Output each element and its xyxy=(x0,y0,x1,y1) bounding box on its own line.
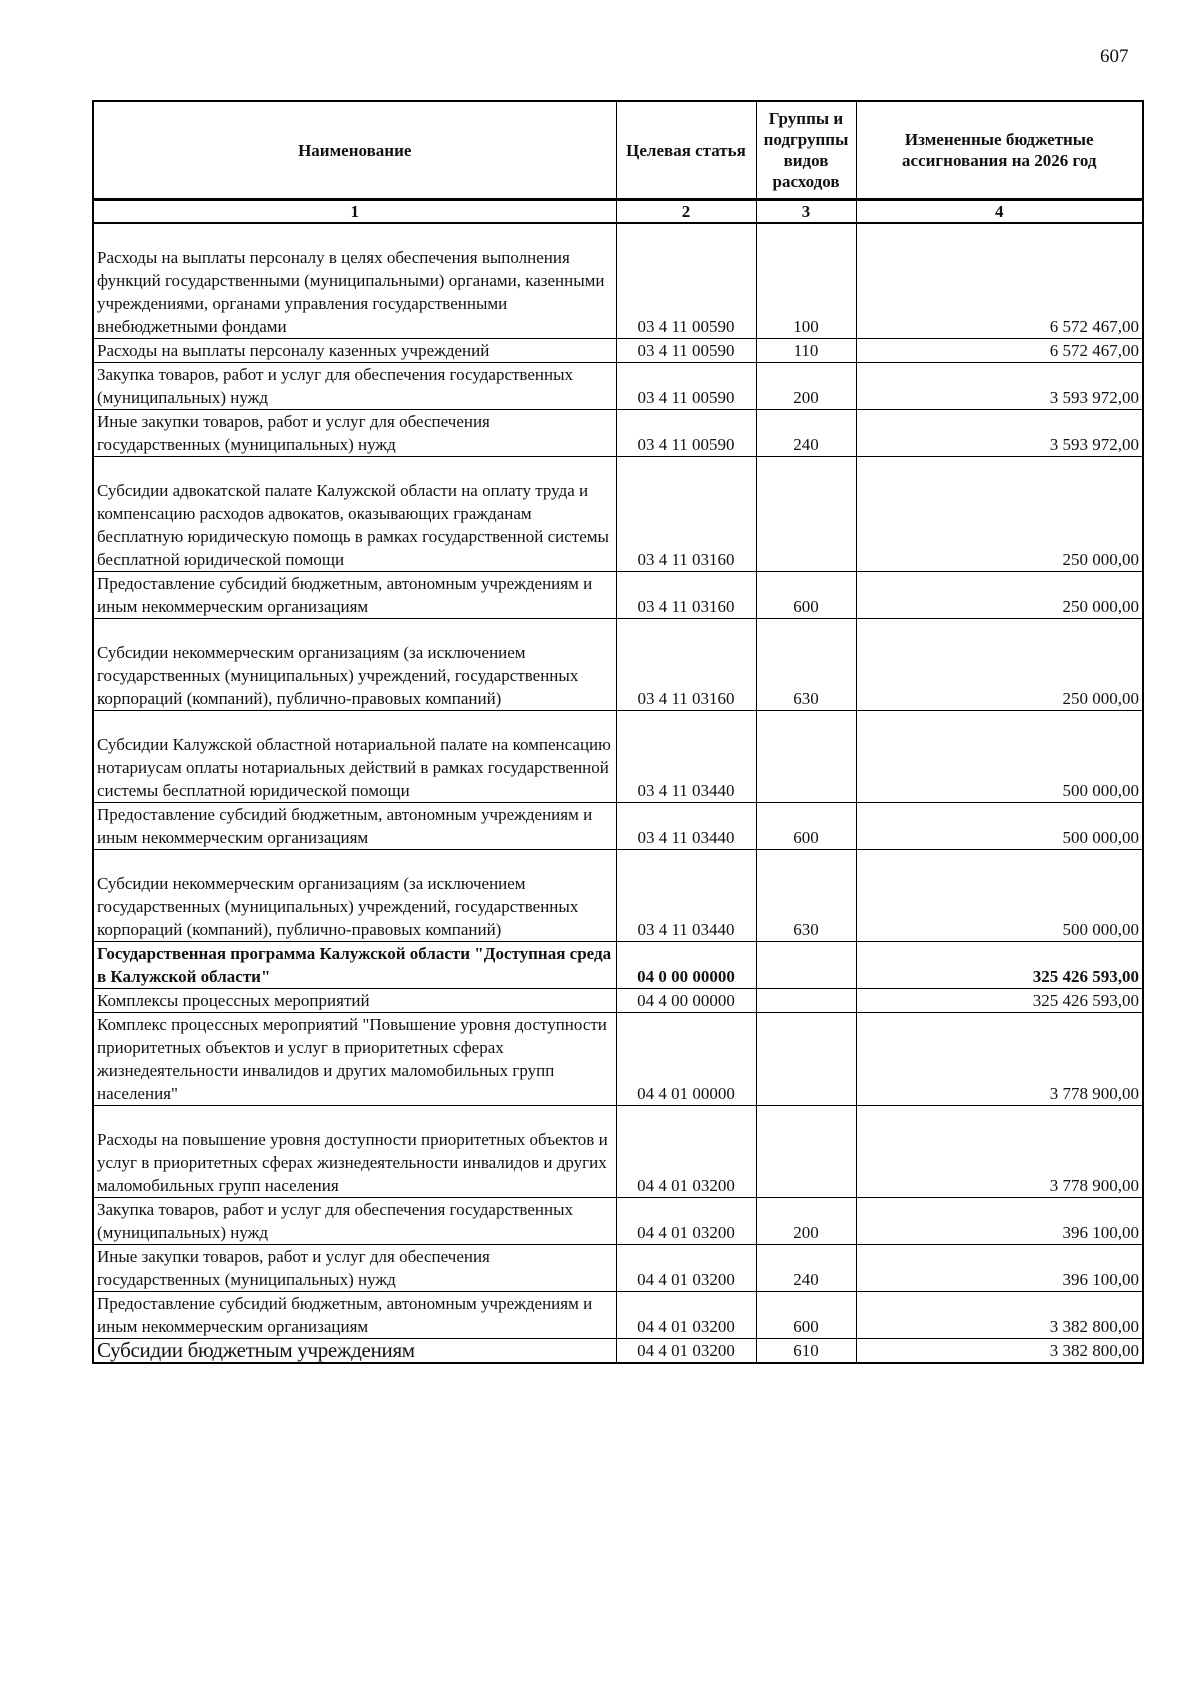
row-name: Расходы на выплаты персоналу в целях обеспечения выполнения функций государственными (муниципальными) органами, казенными учреждениями, органами управления государственными внебюджетными фондами xyxy=(93,223,616,338)
header-name: Наименование xyxy=(93,101,616,200)
table-row xyxy=(93,802,1143,849)
row-name: Предоставление субсидий бюджетным, автономным учреждениям и иным некоммерческим организациям xyxy=(93,1291,616,1338)
row-amount: 3 593 972,00 xyxy=(856,409,1143,456)
row-expense-group xyxy=(756,988,856,1012)
row-name: Иные закупки товаров, работ и услуг для обеспечения государственных (муниципальных) нужд xyxy=(93,409,616,456)
row-expense-group: 100 xyxy=(756,223,856,338)
row-target-code: 04 0 00 00000 xyxy=(616,941,756,988)
row-name: Иные закупки товаров, работ и услуг для обеспечения государственных (муниципальных) нужд xyxy=(93,1244,616,1291)
row-expense-group: 600 xyxy=(756,1291,856,1338)
row-name: Комплекс процессных мероприятий "Повышение уровня доступности приоритетных объектов и услуг в приоритетных сферах жизнедеятельности инвалидов и других маломобильных групп населения" xyxy=(93,1012,616,1105)
row-amount: 500 000,00 xyxy=(856,849,1143,941)
row-expense-group xyxy=(756,1105,856,1197)
column-number: 4 xyxy=(856,200,1143,224)
row-amount: 325 426 593,00 xyxy=(856,941,1143,988)
table-row xyxy=(93,941,1143,988)
row-amount: 250 000,00 xyxy=(856,571,1143,618)
table-row xyxy=(93,1105,1143,1197)
row-name: Предоставление субсидий бюджетным, автономным учреждениям и иным некоммерческим организациям xyxy=(93,802,616,849)
row-target-code: 04 4 01 00000 xyxy=(616,1012,756,1105)
row-name: Государственная программа Калужской области "Доступная среда в Калужской области" xyxy=(93,941,616,988)
row-target-code: 03 4 11 03160 xyxy=(616,571,756,618)
row-expense-group: 630 xyxy=(756,849,856,941)
header-amount: Измененные бюджетные ассигнования на 2026 год xyxy=(856,101,1143,200)
table-row xyxy=(93,618,1143,710)
row-name: Субсидии бюджетным учреждениям xyxy=(93,1338,616,1363)
row-target-code: 03 4 11 03160 xyxy=(616,618,756,710)
table-row xyxy=(93,710,1143,802)
row-name: Субсидии адвокатской палате Калужской области на оплату труда и компенсацию расходов адвокатов, оказывающих гражданам бесплатную юридическую помощь в рамках государственной системы бесплатной юридической помощи xyxy=(93,456,616,571)
row-amount: 3 778 900,00 xyxy=(856,1012,1143,1105)
table-row xyxy=(93,362,1143,409)
row-expense-group: 630 xyxy=(756,618,856,710)
row-amount: 3 778 900,00 xyxy=(856,1105,1143,1197)
row-amount: 396 100,00 xyxy=(856,1197,1143,1244)
row-target-code: 04 4 01 03200 xyxy=(616,1291,756,1338)
row-expense-group xyxy=(756,456,856,571)
row-target-code: 03 4 11 03440 xyxy=(616,710,756,802)
row-amount: 6 572 467,00 xyxy=(856,338,1143,362)
row-target-code: 03 4 11 00590 xyxy=(616,223,756,338)
row-name: Субсидии некоммерческим организациям (за исключением государственных (муниципальных) учреждений, государственных корпораций (компаний), публично-правовых компаний) xyxy=(93,618,616,710)
table-row xyxy=(93,1197,1143,1244)
row-name: Закупка товаров, работ и услуг для обеспечения государственных (муниципальных) нужд xyxy=(93,1197,616,1244)
row-expense-group: 600 xyxy=(756,571,856,618)
row-amount: 6 572 467,00 xyxy=(856,223,1143,338)
row-amount: 3 382 800,00 xyxy=(856,1291,1143,1338)
row-target-code: 03 4 11 03440 xyxy=(616,802,756,849)
row-amount: 250 000,00 xyxy=(856,618,1143,710)
row-expense-group: 240 xyxy=(756,409,856,456)
row-expense-group xyxy=(756,1012,856,1105)
row-target-code: 03 4 11 03440 xyxy=(616,849,756,941)
page-number: 607 xyxy=(1100,46,1129,67)
table-row xyxy=(93,1244,1143,1291)
row-name: Расходы на повышение уровня доступности приоритетных объектов и услуг в приоритетных сферах жизнедеятельности инвалидов и других маломобильных групп населения xyxy=(93,1105,616,1197)
row-name: Комплексы процессных мероприятий xyxy=(93,988,616,1012)
table-row xyxy=(93,456,1143,571)
row-target-code: 03 4 11 03160 xyxy=(616,456,756,571)
row-expense-group: 200 xyxy=(756,1197,856,1244)
table-row xyxy=(93,1338,1143,1363)
row-name: Закупка товаров, работ и услуг для обеспечения государственных (муниципальных) нужд xyxy=(93,362,616,409)
row-target-code: 04 4 01 03200 xyxy=(616,1338,756,1363)
row-name: Субсидии некоммерческим организациям (за исключением государственных (муниципальных) учреждений, государственных корпораций (компаний), публично-правовых компаний) xyxy=(93,849,616,941)
column-number: 3 xyxy=(756,200,856,224)
column-number: 1 xyxy=(93,200,616,224)
header-group: Группы и подгруппы видов расходов xyxy=(756,101,856,200)
table-row xyxy=(93,338,1143,362)
header-code: Целевая статья xyxy=(616,101,756,200)
table-row xyxy=(93,571,1143,618)
row-target-code: 03 4 11 00590 xyxy=(616,409,756,456)
table-row xyxy=(93,223,1143,338)
row-expense-group: 600 xyxy=(756,802,856,849)
row-target-code: 03 4 11 00590 xyxy=(616,338,756,362)
table-row xyxy=(93,1291,1143,1338)
row-expense-group: 240 xyxy=(756,1244,856,1291)
row-name: Предоставление субсидий бюджетным, автономным учреждениям и иным некоммерческим организациям xyxy=(93,571,616,618)
row-expense-group: 200 xyxy=(756,362,856,409)
budget-table xyxy=(92,100,1144,1364)
row-name: Субсидии Калужской областной нотариальной палате на компенсацию нотариусам оплаты нотариальных действий в рамках государственной системы бесплатной юридической помощи xyxy=(93,710,616,802)
row-expense-group xyxy=(756,941,856,988)
row-name: Расходы на выплаты персоналу казенных учреждений xyxy=(93,338,616,362)
row-target-code: 04 4 00 00000 xyxy=(616,988,756,1012)
row-expense-group xyxy=(756,710,856,802)
row-target-code: 04 4 01 03200 xyxy=(616,1197,756,1244)
table-row xyxy=(93,988,1143,1012)
row-amount: 3 382 800,00 xyxy=(856,1338,1143,1363)
row-amount: 3 593 972,00 xyxy=(856,362,1143,409)
row-amount: 500 000,00 xyxy=(856,710,1143,802)
row-amount: 325 426 593,00 xyxy=(856,988,1143,1012)
table-row xyxy=(93,1012,1143,1105)
row-target-code: 03 4 11 00590 xyxy=(616,362,756,409)
row-amount: 500 000,00 xyxy=(856,802,1143,849)
row-amount: 396 100,00 xyxy=(856,1244,1143,1291)
table-row xyxy=(93,409,1143,456)
row-expense-group: 610 xyxy=(756,1338,856,1363)
row-expense-group: 110 xyxy=(756,338,856,362)
table-row xyxy=(93,849,1143,941)
column-number: 2 xyxy=(616,200,756,224)
row-target-code: 04 4 01 03200 xyxy=(616,1105,756,1197)
row-target-code: 04 4 01 03200 xyxy=(616,1244,756,1291)
row-amount: 250 000,00 xyxy=(856,456,1143,571)
